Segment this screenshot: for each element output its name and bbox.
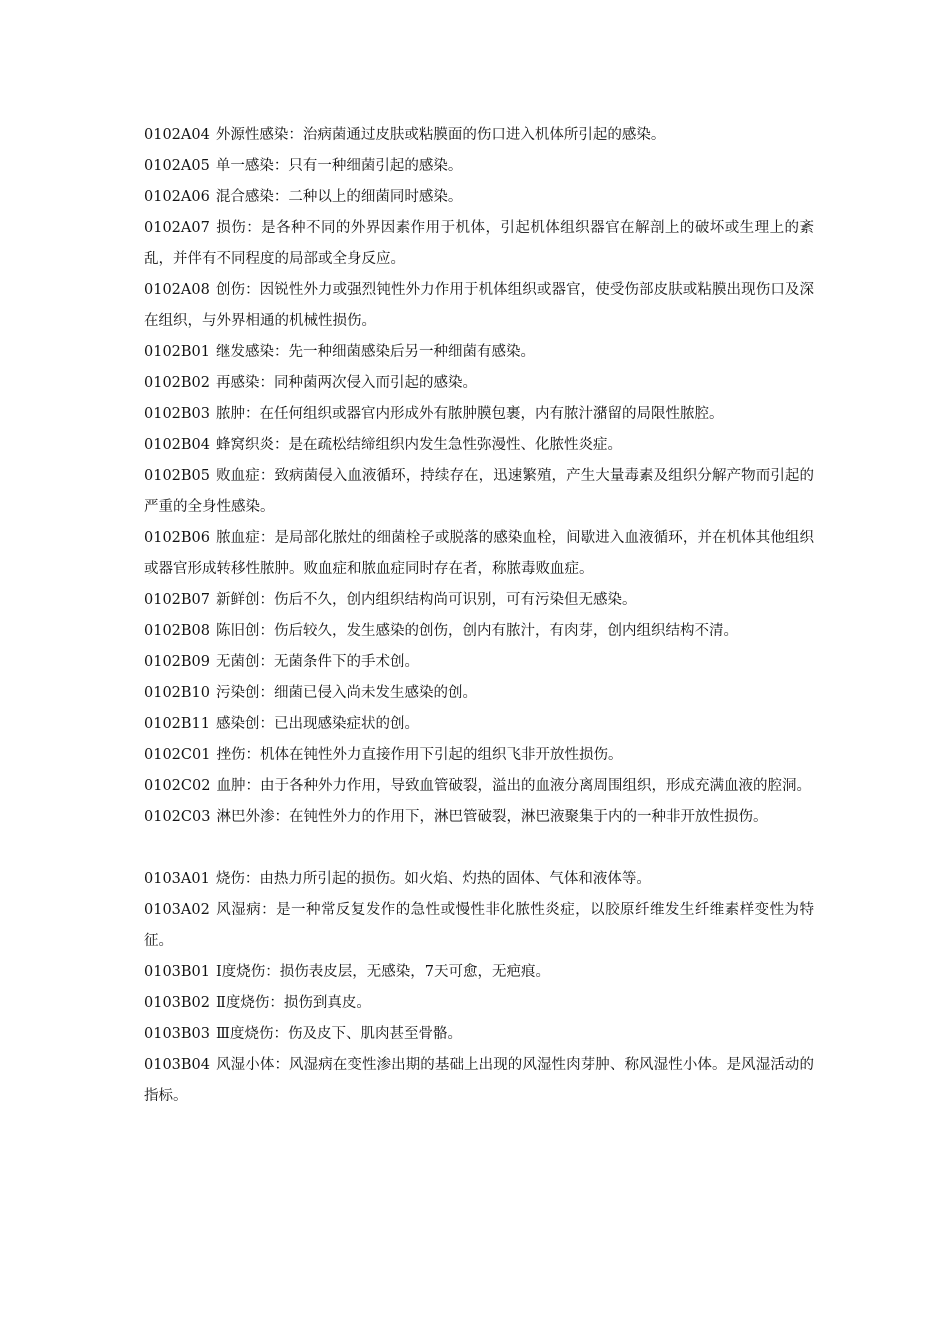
term-definition: 再感染：同种菌两次侵入而引起的感染。 (216, 375, 478, 391)
term-definition: 陈旧创：伤后较久，发生感染的创伤，创内有脓汁，有肉芽，创内组织结构不清。 (216, 623, 739, 639)
term-code: 0102B10 (144, 685, 211, 701)
term-code: 0103B03 (144, 1026, 211, 1042)
term-entry (144, 678, 814, 709)
term-code: 0103B04 (144, 1057, 211, 1073)
term-entry (144, 213, 814, 275)
term-entry (144, 895, 814, 957)
term-code: 0102B11 (144, 716, 211, 732)
term-definition: 单一感染：只有一种细菌引起的感染。 (215, 158, 463, 174)
term-entry (144, 771, 814, 802)
term-definition: 感染创：已出现感染症状的创。 (216, 716, 420, 732)
term-definition: 血肿：由于各种外力作用，导致血管破裂，溢出的血液分离周围组织，形成充满血液的腔洞。 (216, 778, 811, 794)
term-code: 0103A02 (144, 902, 210, 918)
term-code: 0102C02 (144, 778, 211, 794)
term-entry (144, 709, 814, 740)
term-code: 0103B02 (144, 995, 211, 1011)
term-entry (144, 988, 814, 1019)
term-definition: 混合感染：二种以上的细菌同时感染。 (215, 189, 463, 205)
term-code: 0103B01 (144, 964, 211, 980)
term-code: 0102B01 (144, 344, 211, 360)
term-code: 0102A05 (144, 158, 210, 174)
term-entry (144, 585, 814, 616)
term-entry (144, 337, 814, 368)
term-entry (144, 399, 814, 430)
term-code: 0102B09 (144, 654, 211, 670)
term-entry (144, 802, 814, 833)
document-page (144, 120, 814, 1112)
term-definition: 淋巴外渗：在钝性外力的作用下，淋巴管破裂，淋巴液聚集于内的一种非开放性损伤。 (216, 809, 768, 825)
term-definition: 脓肿：在任何组织或器官内形成外有脓肿膜包裹，内有脓汁潴留的局限性脓腔。 (216, 406, 724, 422)
term-definition: Ⅰ度烧伤：损伤表皮层，无感染，7天可愈，无疤痕。 (216, 964, 550, 980)
term-entry (144, 182, 814, 213)
term-code: 0102A08 (144, 282, 210, 298)
term-entry (144, 430, 814, 461)
term-definition: 烧伤：由热力所引起的损伤。如火焰、灼热的固体、气体和液体等。 (215, 871, 651, 887)
term-definition: 风湿病：是一种常反复发作的急性或慢性非化脓性炎症，以胶原纤维发生纤维素样变性为特征。 (144, 902, 814, 949)
term-code: 0102B03 (144, 406, 211, 422)
term-entry (144, 1050, 814, 1112)
term-definition: 败血症：致病菌侵入血液循环，持续存在，迅速繁殖，产生大量毒素及组织分解产物而引起的严重的全身性感染。 (144, 468, 814, 515)
term-entry (144, 864, 814, 895)
term-definition: 外源性感染：治病菌通过皮肤或粘膜面的伤口进入机体所引起的感染。 (215, 127, 666, 143)
term-definition: 脓血症：是局部化脓灶的细菌栓子或脱落的感染血栓，间歇进入血液循环，并在机体其他组织或器官形成转移性脓肿。败血症和脓血症同时存在者，称脓毒败血症。 (144, 530, 814, 577)
term-entry (144, 368, 814, 399)
term-code: 0102B06 (144, 530, 211, 546)
term-code: 0102B07 (144, 592, 211, 608)
term-entry (144, 740, 814, 771)
term-definition: 新鲜创：伤后不久，创内组织结构尚可识别，可有污染但无感染。 (216, 592, 637, 608)
term-code: 0102A07 (144, 220, 210, 236)
term-definition: 蜂窝织炎：是在疏松结缔组织内发生急性弥漫性、化脓性炎症。 (216, 437, 623, 453)
term-code: 0102B02 (144, 375, 211, 391)
term-definition: 损伤：是各种不同的外界因素作用于机体，引起机体组织器官在解剖上的破坏或生理上的紊乱，并伴有不同程度的局部或全身反应。 (144, 220, 814, 267)
term-definition: 创伤：因锐性外力或强烈钝性外力作用于机体组织或器官，使受伤部皮肤或粘膜出现伤口及深在组织，与外界相通的机械性损伤。 (144, 282, 814, 329)
term-code: 0102C03 (144, 809, 211, 825)
term-entry (144, 523, 814, 585)
term-entry (144, 647, 814, 678)
term-entry (144, 461, 814, 523)
term-code: 0102B05 (144, 468, 211, 484)
section-0103 (144, 864, 814, 1112)
term-code: 0102B08 (144, 623, 211, 639)
term-code: 0102C01 (144, 747, 211, 763)
term-code: 0103A01 (144, 871, 210, 887)
term-definition: 无菌创：无菌条件下的手术创。 (216, 654, 420, 670)
term-definition: 挫伤：机体在钝性外力直接作用下引起的组织飞非开放性损伤。 (216, 747, 623, 763)
section-0102 (144, 120, 814, 833)
term-entry (144, 957, 814, 988)
term-entry (144, 120, 814, 151)
term-code: 0102B04 (144, 437, 211, 453)
term-code: 0102A06 (144, 189, 210, 205)
term-definition: 污染创：细菌已侵入尚未发生感染的创。 (216, 685, 478, 701)
term-definition: 继发感染：先一种细菌感染后另一种细菌有感染。 (216, 344, 536, 360)
section-spacer (144, 833, 814, 864)
term-code: 0102A04 (144, 127, 210, 143)
term-entry (144, 275, 814, 337)
term-entry (144, 616, 814, 647)
term-definition: 风湿小体：风湿病在变性渗出期的基础上出现的风湿性肉芽肿、称风湿性小体。是风湿活动的指标。 (144, 1057, 814, 1104)
term-entry (144, 151, 814, 182)
term-definition: Ⅱ度烧伤：损伤到真皮。 (216, 995, 371, 1011)
term-definition: Ⅲ度烧伤：伤及皮下、肌肉甚至骨骼。 (216, 1026, 462, 1042)
term-entry (144, 1019, 814, 1050)
